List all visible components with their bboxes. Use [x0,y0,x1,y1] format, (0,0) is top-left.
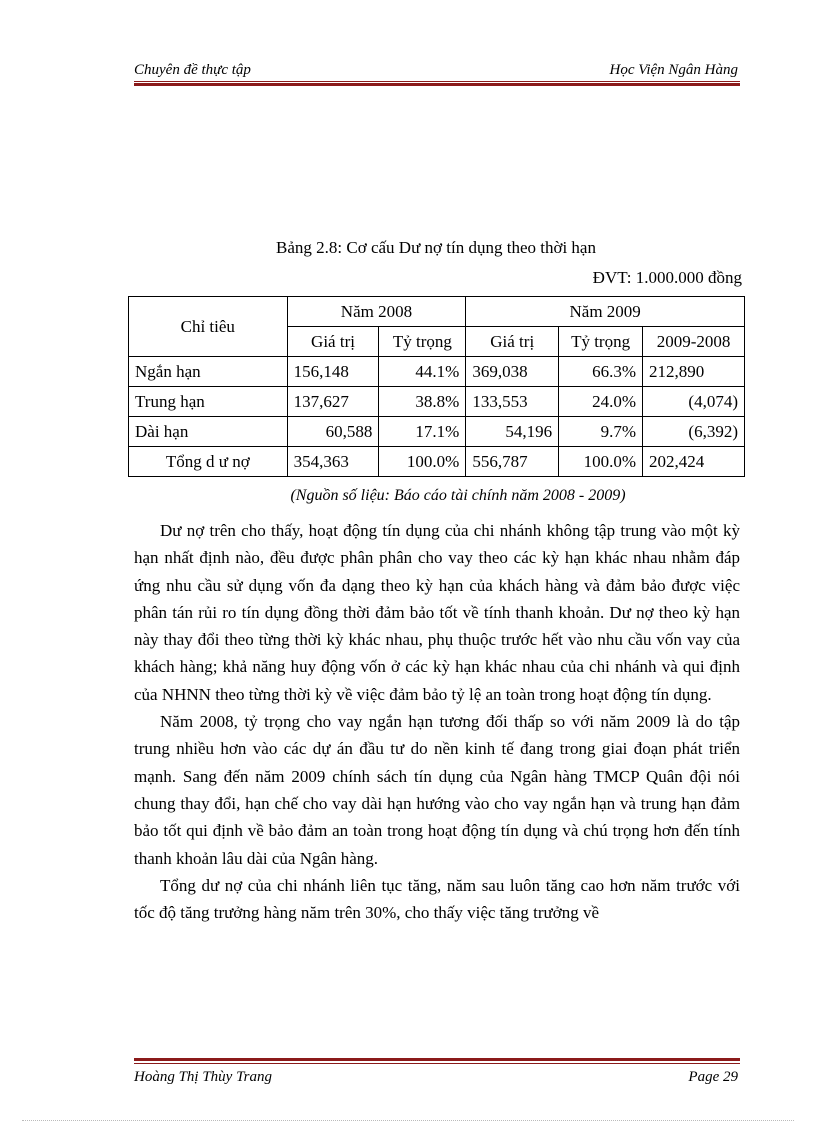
cell-diff: 202,424 [643,447,745,477]
footer-author: Hoàng Thị Thùy Trang [134,1069,272,1085]
header-share-2009: Tỷ trọng [559,327,643,357]
row-label: Dài hạn [129,417,288,447]
paragraph: Tổng dư nợ của chi nhánh liên tục tăng, năm sau luôn tăng cao hơn năm trước với tốc độ tăng trưởng hàng năm trên 30%, cho thấy việc tăng trưởng về [134,875,740,923]
body-text [134,517,740,926]
header-year-2008: Năm 2008 [287,297,466,327]
table-row [129,387,745,417]
cell-share-2008: 100.0% [379,447,466,477]
paragraph: Năm 2008, tỷ trọng cho vay ngắn hạn tương đối thấp so với năm 2009 là do tập trung nhiều hơn vào các dự án đầu tư do nền kinh tế đang trong giai đoạn phát triển mạnh. Sang đến năm 2009 chính sách tín dụng của Ngân hàng TMCP Quân đội nói chung thay đổi, hạn chế cho vay dài hạn hướng vào cho vay ngắn hạn và trung hạn đảm bảo tốt qui định về bảo đảm an toàn trong hoạt động tín dụng và chú trọng hơn đến tính thanh khoản lâu dài của Ngân hàng. [134,712,740,868]
cell-value-2009: 369,038 [466,357,559,387]
table-caption: Bảng 2.8: Cơ cấu Dư nợ tín dụng theo thời hạn [276,238,596,257]
cell-share-2009: 100.0% [559,447,643,477]
cell-diff: (6,392) [643,417,745,447]
header-rule-thin [134,81,740,82]
row-label: Tổng d ư nợ [129,447,288,477]
cell-share-2008: 44.1% [379,357,466,387]
table-row [129,417,745,447]
cell-share-2008: 38.8% [379,387,466,417]
credit-structure-table [128,296,745,477]
cell-value-2008: 60,588 [287,417,379,447]
table-row [129,357,745,387]
header-year-2009: Năm 2009 [466,297,745,327]
table-total-row [129,447,745,477]
cell-share-2009: 24.0% [559,387,643,417]
header-value-2009: Giá trị [466,327,559,357]
footer-page-number: Page 29 [688,1069,738,1085]
footer-rule-thick [134,1058,740,1061]
cell-value-2009: 54,196 [466,417,559,447]
table-unit: ĐVT: 1.000.000 đồng [592,268,742,287]
cell-diff: 212,890 [643,357,745,387]
header-right-text: Học Viện Ngân Hàng [609,62,738,78]
paragraph: Dư nợ trên cho thấy, hoạt động tín dụng của chi nhánh không tập trung vào một kỳ hạn nhất định nào, đều được phân phân cho vay theo các kỳ hạn khác nhau nhằm đáp ứng nhu cầu sử dụng vốn đa dạng theo kỳ hạn của khách hàng và đảm bảo được việc phân tán rủi ro tín dụng đồng thời đảm bảo tốt về tính thanh khoản. Dư nợ theo kỳ hạn này thay đổi theo từng thời kỳ khác nhau, phụ thuộc trước hết vào nhu cầu vốn vay của khách hàng; khả năng huy động vốn ở các kỳ hạn khác nhau của chi nhánh và qui định của NHNN theo từng thời kỳ về việc đảm bảo tỷ lệ an toàn trong hoạt động tín dụng. [134,521,740,704]
header-left-text: Chuyên đề thực tập [134,62,251,78]
page-footer [134,1068,740,1088]
header-indicator: Chỉ tiêu [129,297,288,357]
row-label: Ngắn hạn [129,357,288,387]
cell-value-2009: 133,553 [466,387,559,417]
table-header-row [129,297,745,327]
cell-diff: (4,074) [643,387,745,417]
cell-value-2008: 137,627 [287,387,379,417]
row-label: Trung hạn [129,387,288,417]
cell-value-2008: 156,148 [287,357,379,387]
header-diff: 2009-2008 [643,327,745,357]
footer-rule-thin [134,1063,740,1064]
cell-value-2009: 556,787 [466,447,559,477]
header-value-2008: Giá trị [287,327,379,357]
cell-value-2008: 354,363 [287,447,379,477]
header-rule-thick [134,83,740,86]
table-source: (Nguồn số liệu: Báo cáo tài chính năm 2008 - 2009) [290,487,626,504]
cell-share-2008: 17.1% [379,417,466,447]
page-header [134,60,740,80]
page-bottom-divider [22,1120,794,1121]
header-share-2008: Tỷ trọng [379,327,466,357]
cell-share-2009: 66.3% [559,357,643,387]
cell-share-2009: 9.7% [559,417,643,447]
